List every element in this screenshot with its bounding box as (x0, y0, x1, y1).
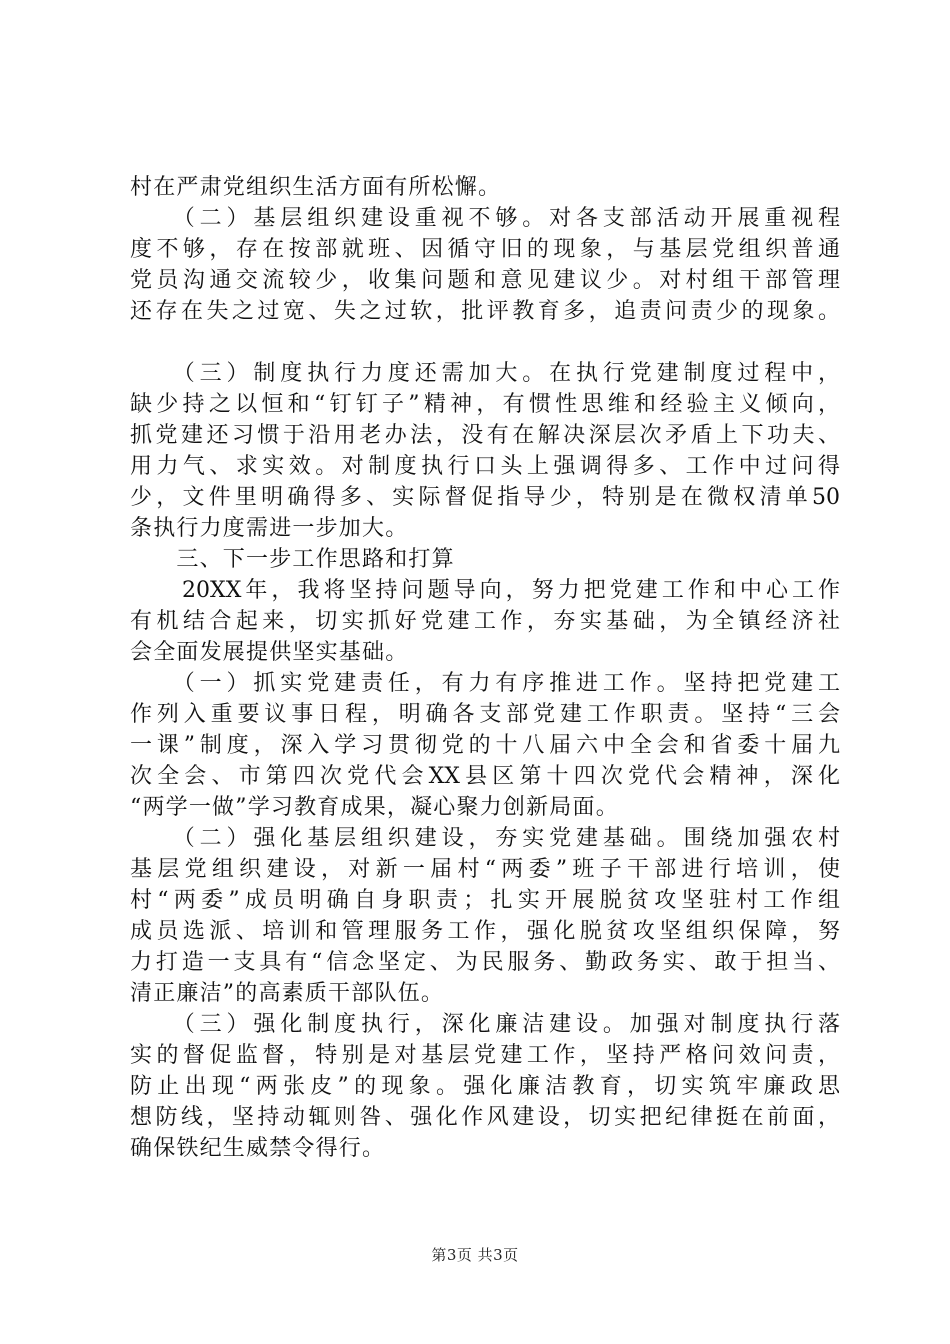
text-line: 有机结合起来，切实抓好党建工作，夯实基础，为全镇经济社 (130, 609, 840, 634)
text-line: 还存在失之过宽、失之过软，批评教育多，追责问责少的现象。 (130, 299, 840, 324)
text-line: 想防线，坚持动辄则咎、强化作风建设，切实把纪律挺在前面， (130, 1105, 840, 1130)
page-number: 第3页 共3页 (431, 1246, 519, 1264)
text-line: 度不够，存在按部就班、因循守旧的现象，与基层党组织普通 (130, 237, 840, 262)
text-line: 缺少持之以恒和“钉钉子”精神，有惯性思维和经验主义倾向， (130, 392, 840, 417)
text-line: “两学一做”学习教育成果，凝心聚力创新局面。 (130, 795, 619, 820)
document-body (130, 172, 840, 1164)
text-line: 清正廉洁”的高素质干部队伍。 (130, 981, 445, 1006)
text-line: 抓党建还习惯于沿用老办法，没有在解决深层次矛盾上下功夫、 (130, 423, 840, 448)
text-line: 成员选派、培训和管理服务工作，强化脱贫攻坚组织保障，努 (130, 919, 840, 944)
text-line: 条执行力度需进一步加大。 (130, 516, 409, 541)
text-line: （二）基层组织建设重视不够。对各支部活动开展重视程 (130, 206, 840, 231)
text-line: （三）强化制度执行，深化廉洁建设。加强对制度执行落 (130, 1012, 840, 1037)
text-line: 用力气、求实效。对制度执行口头上强调得多、工作中过问得 (130, 454, 840, 479)
section-heading: 三、下一步工作思路和打算 (130, 547, 455, 572)
text-line: 党员沟通交流较少，收集问题和意见建议少。对村组干部管理 (130, 268, 840, 293)
text-line: 确保铁纪生威禁令得行。 (130, 1136, 386, 1161)
text-line: 村在严肃党组织生活方面有所松懈。 (130, 175, 502, 200)
text-line: （二）强化基层组织建设，夯实党建基础。围绕加强农村 (130, 826, 840, 851)
text-line: 会全面发展提供坚实基础。 (130, 640, 409, 665)
text-line: 次全会、市第四次党代会XX县区第十四次党代会精神，深化 (130, 764, 840, 789)
text-line: （一）抓实党建责任，有力有序推进工作。坚持把党建工 (130, 671, 840, 696)
blank-line (130, 327, 840, 358)
text-line: 少，文件里明确得多、实际督促指导少，特别是在微权清单50 (130, 485, 840, 510)
text-line: 村“两委”成员明确自身职责；扎实开展脱贫攻坚驻村工作组 (130, 888, 840, 913)
text-line: 作列入重要议事日程，明确各支部党建工作职责。坚持“三会 (130, 702, 840, 727)
text-line: 一课”制度，深入学习贯彻党的十八届六中全会和省委十届九 (130, 733, 840, 758)
text-line: 实的督促监督，特别是对基层党建工作，坚持严格问效问责， (130, 1043, 840, 1068)
text-line: 基层党组织建设，对新一届村“两委”班子干部进行培训，使 (130, 857, 840, 882)
page-footer (0, 1244, 950, 1265)
text-line: （三）制度执行力度还需加大。在执行党建制度过程中， (130, 361, 840, 386)
text-line: 防止出现“两张皮”的现象。强化廉洁教育，切实筑牢廉政思 (130, 1074, 840, 1099)
text-line: 力打造一支具有“信念坚定、为民服务、勤政务实、敢于担当、 (130, 950, 840, 975)
text-line: 20XX年，我将坚持问题导向，努力把党建工作和中心工作 (130, 578, 840, 603)
